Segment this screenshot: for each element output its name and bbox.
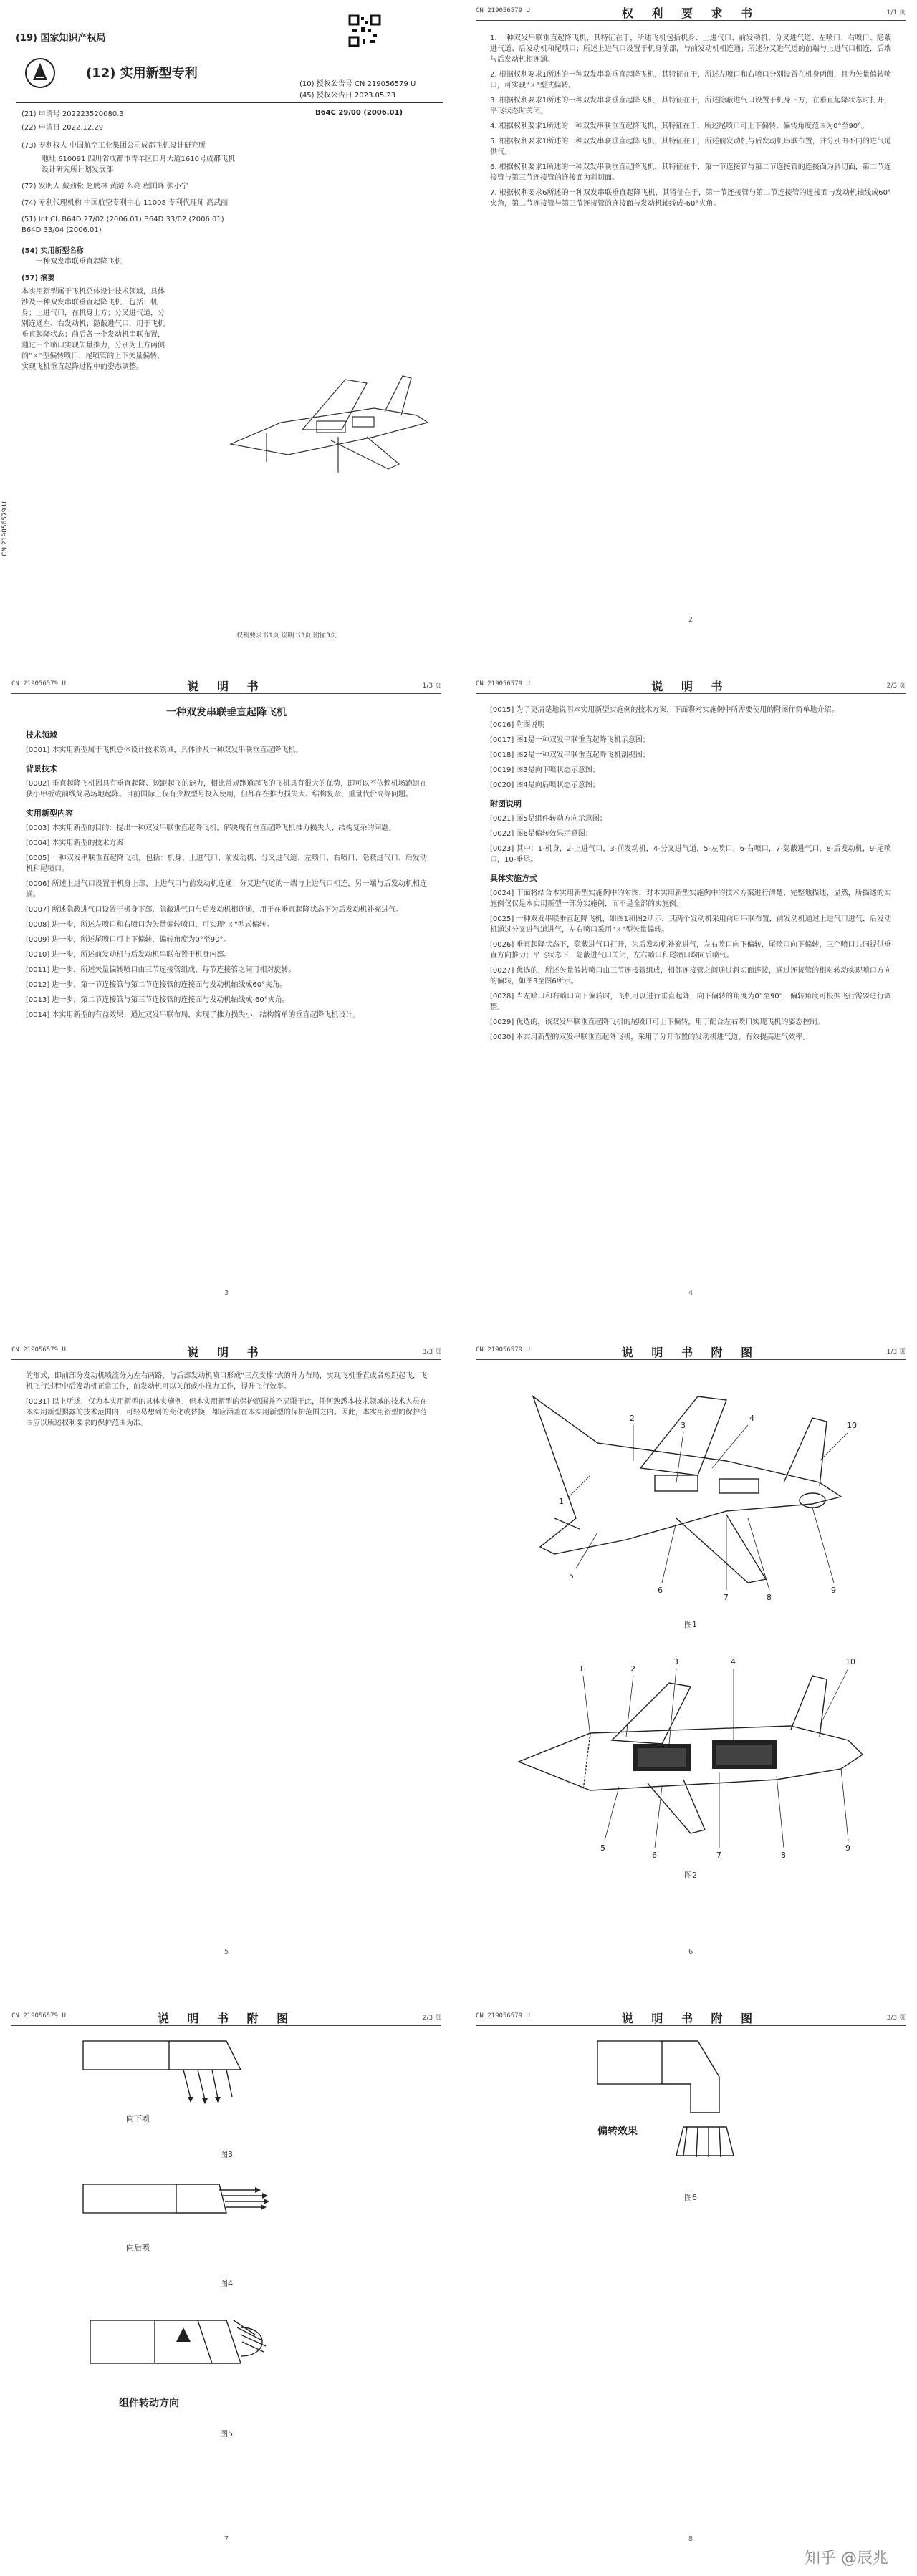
paragraph: [0030] 本实用新型的双发串联垂直起降飞机，采用了分开布置的发动机进气道，有效提高进气效率。 [490,1033,810,1041]
fig1-label: 9 [831,1586,836,1595]
abstract-label: (57) 摘要 [21,274,55,282]
paragraph: [0006] 所述上进气口设置于机身上部，上进气口与前发动机连通；分叉进气道的一端与上进气口相连，另一端与后发动机相连通。 [26,880,427,899]
page-indicator: 3/3 页 [422,1349,441,1356]
paragraph: [0023] 其中：1-机身，2-上进气口，3-前发动机，4-分叉进气道，5-左喷口，6-右喷口，7-隐蔽进气口，8-后发动机，9-尾喷口，10-垂尾。 [490,845,891,864]
paragraph: [0012] 进一步，第一节连接管与第二节连接管的连接面与发动机轴线成60°夹角。 [26,981,287,989]
figure-5-rotation-direction [83,2306,312,2392]
paragraph: [0028] 当左喷口和右喷口向下偏转时，飞机可以进行垂直起降，向下偏转的角度为0°至90°，偏转角度可根据飞行需要进行调整。 [490,993,891,1011]
utility-name-label: (54) 实用新型名称 [21,247,84,255]
fig2-label: 5 [600,1843,605,1853]
description-page-2 [476,673,906,1318]
claim-item: 5. 根据权利要求1所述的一种双发串联垂直起降飞机，其特征在于，所述前发动机与后发动机串联布置，并分别由不同的进气道供气。 [490,138,891,156]
fig2-label: 9 [845,1843,850,1853]
doc-code: CN 219056579 U [11,2012,66,2020]
application-number: (21) 申请号 202223520080.3 [21,110,124,118]
paragraph: [0027] 优选的，所述矢量偏转喷口由三节连接管组成，相邻连接管之间通过斜切面连接，通过连接管的相对转动实现喷口方向的偏转，如图3至图6所示。 [490,967,891,985]
page-number: 8 [688,2535,693,2543]
paragraph: [0026] 垂直起降状态下，隐蔽进气口打开，为后发动机补充进气，左右喷口向下偏转，尾喷口向下偏转，三个喷口共同提供垂直方向推力；平飞状态下，隐蔽进气口关闭，左右喷口和尾喷口均向后喷气。 [490,941,891,960]
paragraph: [0009] 进一步，所述尾喷口可上下偏转，偏转角度为0°至90°。 [26,936,231,944]
page-number: 5 [224,1948,229,1956]
holder-address: 地址 610091 四川省成都市青羊区日月大道1610号成都飞机设计研究所计划发展部 [42,155,235,174]
figure-caption: 图3 [220,2150,233,2159]
patent-type: (12) 实用新型专利 [86,66,198,81]
page-title: 说 明 书 附 图 [621,1346,760,1359]
fig1-label: 4 [749,1414,754,1423]
cnipa-logo-icon [24,57,56,89]
paragraph: [0008] 进一步，所述左喷口和右喷口为矢量偏转喷口，可实现"ㄨ"型式偏转。 [26,921,274,929]
divider [16,102,443,103]
page-title: 说 明 书 附 图 [621,2012,760,2025]
paragraph: 的形式，即前部分发动机喷流分为左右两路，与后部发动机喷口形成"三点支撑"式的升力布局，实现飞机垂直或者短距起飞，飞机飞行过程中后发动机正常工作，前发动机可以关闭或小推力工作，提升飞行效率。 [26,1372,427,1391]
fig2-label: 10 [845,1657,855,1666]
drawings-page-1 [476,1339,906,1984]
fig2-label: 7 [716,1851,721,1860]
page-header [476,2005,906,2026]
paragraph: [0031] 以上所述，仅为本实用新型的具体实施例，但本实用新型的保护范围并不局限于此，任何熟悉本技术领域的技术人员在本实用新型揭露的技术范围内，可轻易想到的变化或替换，都应涵盖在本实用新型的保护范围之内。因此，本实用新型的保护范围应以所述权利要求的保护范围为准。 [26,1398,427,1427]
page-header [11,673,441,694]
figure-caption: 图2 [684,1871,697,1880]
grant-number: (10) 授权公告号 CN 219056579 U [299,80,416,88]
drawings-page-3 [476,2005,906,2564]
page-title: 说 明 书 [651,680,730,693]
document-title: 一种双发串联垂直起降飞机 [166,707,287,718]
application-date: (22) 申请日 2022.12.29 [21,124,104,132]
fig5-annotation: 组件转动方向 [119,2398,179,2409]
paragraph: [0007] 所述隐蔽进气口设置于机身下部，隐蔽进气口与后发动机相连通，用于在垂直起降状态下为后发动机补充进气。 [26,906,403,914]
section-heading: 背景技术 [26,764,57,773]
paragraph: [0014] 本实用新型的有益效果：通过双发串联布局，实现了推力损失小、结构简单的垂直起降飞机设计。 [26,1011,360,1019]
figure-caption: 图1 [684,1620,697,1629]
page-title: 说 明 书 附 图 [157,2012,296,2025]
paragraph: [0011] 进一步，所述矢量偏转喷口由三节连接管组成，每节连接管之间可相对旋转。 [26,966,296,974]
paragraph: [0024] 下面将结合本实用新型实施例中的附图，对本实用新型实施例中的技术方案进行清楚、完整地描述，显然，所描述的实施例仅仅是本实用新型一部分实施例，而不是全部的实施例。 [490,889,891,908]
page-number: 3 [224,1289,229,1297]
paragraph: [0001] 本实用新型属于飞机总体设计技术领域，具体涉及一种双发串联垂直起降飞机。 [26,746,303,754]
fig1-label: 2 [630,1414,635,1423]
page-header [11,1339,441,1360]
paragraph: [0021] 图5是组件转动方向示意图； [490,815,607,823]
fig1-label: 6 [658,1586,663,1595]
paragraph: [0015] 为了更清楚地说明本实用新型实施例的技术方案，下面将对实施例中所需要使用的附图作简单地介绍。 [490,706,839,714]
paragraph: [0003] 本实用新型的目的：提出一种双发串联垂直起降飞机，解决现有垂直起降飞机推力损失大、结构复杂的问题。 [26,824,396,832]
patent-front-page [0,0,458,645]
page-header [11,2005,441,2026]
claim-item: 7. 根据权利要求6所述的一种双发串联垂直起降飞机，其特征在于，第一节连接管与第二节连接管的连接面与发动机轴线成60°夹角，第二节连接管与第三节连接管的连接面与发动机轴线成-60°夹角。 [490,189,891,208]
claim-item: 2. 根据权利要求1所述的一种双发串联垂直起降飞机，其特征在于，所述左喷口和右喷口分别设置在机身两侧，且为矢量偏转喷口，可实现"ㄨ"型式偏转。 [490,71,891,90]
fig1-label: 7 [724,1593,729,1602]
paragraph: [0010] 进一步，所述前发动机与后发动机串联布置于机身内部。 [26,951,231,959]
patent-agent: (74) 专利代理机构 中国航空专利中心 11008 专利代理师 高武丽 [21,199,229,207]
section-heading: 附图说明 [490,799,522,809]
abstract-text: 本实用新型属于飞机总体设计技术领域，具体涉及一种双发串联垂直起降飞机，包括：机身；上进气口，在机身上方；分叉进气道，分别连通左、右发动机；隐蔽进气口，用于飞机垂直起降状态；前后各一个发动机串联布置，通过三个喷口实现矢量推力，分别为上方两侧的"ㄨ"型偏转喷口、尾喷管的上下矢量偏转，实现飞机垂直起降过程中的姿态调整。 [21,288,165,371]
patent-holder: (73) 专利权人 中国航空工业集团公司成都飞机设计研究所 [21,142,206,150]
section-heading: 实用新型内容 [26,809,73,818]
page-title: 说 明 书 [187,680,266,693]
inventors: (72) 发明人 戴劲松 赵鹏林 黄游 么亮 程国峰 张小宁 [21,183,188,190]
paragraph: [0022] 图6是偏转效果示意图； [490,830,592,838]
figure-caption: 图4 [220,2279,233,2288]
doc-code: CN 219056579 U [476,2012,530,2020]
fig1-label: 3 [681,1421,686,1430]
page-indicator: 2/3 页 [886,682,906,690]
fig2-label: 1 [579,1664,584,1674]
side-code: CN 219056579 U [1,501,9,556]
figure-1-aircraft [512,1375,870,1611]
fig2-label: 2 [630,1664,635,1674]
fig2-label: 4 [731,1657,736,1666]
doc-code: CN 219056579 U [476,680,530,688]
fig4-annotation: 向后喷 [126,2243,150,2252]
claims-page [476,0,906,645]
fig1-label: 10 [847,1421,857,1430]
qr-code [348,14,381,47]
fig1-label: 5 [569,1571,574,1581]
abstract-figure [224,337,438,494]
section-heading: 具体实施方式 [490,874,537,883]
page-indicator: 1/3 页 [886,1349,906,1356]
page-header [476,673,906,694]
page-number: 4 [688,1289,693,1297]
figure-caption: 图5 [220,2429,233,2438]
claim-item: 4. 根据权利要求1所述的一种双发串联垂直起降飞机，其特征在于，所述尾喷口可上下偏转，偏转角度范围为0°至90°。 [490,122,869,130]
figure-4-rearward-nozzle [76,2177,291,2242]
paragraph: [0020] 图4是向后喷状态示意图； [490,781,600,789]
page-number: 7 [224,2535,229,2543]
page-title: 权 利 要 求 书 [621,6,760,20]
doc-code: CN 219056579 U [11,1346,66,1354]
fig6-annotation: 偏转效果 [597,2126,638,2137]
fig1-callouts [569,1425,848,1590]
drawings-page-2 [11,2005,441,2564]
claim-item: 1. 一种双发串联垂直起降飞机，其特征在于，所述飞机包括机身、上进气口、前发动机、分叉进气道、左喷口、右喷口、隐蔽进气道、后发动机和尾喷口；所述上进气口设置于机身前部，与前发动机相连通；所述分叉进气道的前端与上进气口相连，后端与后发动机相连通。 [490,34,891,64]
paragraph: [0013] 进一步，第二节连接管与第三节连接管的连接面与发动机轴线成-60°夹角。 [26,996,289,1004]
fig2-label: 6 [652,1851,657,1860]
page-number: 6 [688,1948,693,1956]
utility-name: 一种双发串联垂直起降飞机 [36,258,122,266]
section-heading: 技术领域 [26,730,57,740]
doc-code: CN 219056579 U [476,1346,530,1354]
figure-3-downward-nozzle [76,2034,262,2113]
grant-date: (45) 授权公告日 2023.05.23 [299,92,396,100]
paragraph: [0017] 图1是一种双发串联垂直起降飞机示意图； [490,736,650,744]
page-header [476,1339,906,1360]
page-indicator: 2/3 页 [422,2015,441,2022]
description-page-1 [11,673,441,1318]
paragraph: [0018] 图2是一种双发串联垂直起降飞机剖视图； [490,751,650,759]
paragraph: [0004] 本实用新型的技术方案： [26,839,131,847]
paragraph: [0019] 图3是向下喷状态示意图； [490,766,600,774]
fig1-label: 1 [559,1497,564,1506]
page-title: 说 明 书 [187,1346,266,1359]
description-page-3 [11,1339,441,1984]
doc-code: CN 219056579 U [476,7,530,14]
fig3-annotation: 向下喷 [126,2114,150,2123]
figure-caption: 图6 [684,2193,697,2202]
int-cl: (51) Int.Cl. B64D 27/02 (2006.01) B64D 33/02 (2006.01) B64D 33/04 (2006.01) [21,216,224,234]
figure-2-aircraft-cutaway [504,1647,877,1862]
fig2-label: 3 [673,1657,678,1666]
paragraph: [0029] 优选的，该双发串联垂直起降飞机的尾喷口可上下偏转，用于配合左右喷口实现飞机的姿态控制。 [490,1018,825,1026]
watermark: 知乎 @辰兆 [805,2550,888,2567]
page-indicator: 1/1 页 [886,9,906,16]
figure-6-deflection-effect [590,2034,748,2177]
doc-code: CN 219056579 U [11,680,66,688]
office-name: (19) 国家知识产权局 [16,33,106,44]
fig2-label: 8 [781,1851,786,1860]
paragraph: [0002] 垂直起降飞机因具有垂直起降、短距起飞的能力，相比常规跑道起飞的飞机具有很大的优势，即可以不依赖机场跑道在狭小甲板或前线简易场地起降。目前国际上仅有少数型号投入使用，但都存在推力损失大、结构复杂、重量代价高等问题。 [26,780,427,799]
paragraph: [0025] 一种双发串联垂直起降飞机，如图1和图2所示，其两个发动机采用前后串联布置，前发动机通过上进气口进气，后发动机通过分叉进气道进气，左右喷口采用"ㄨ"型矢量偏转。 [490,915,891,934]
page-number: 2 [688,616,693,624]
page-header [476,0,906,21]
page-footer: 权利要求书1页 说明书3页 附图3页 [236,632,337,640]
paragraph: [0005] 一种双发串联垂直起降飞机，包括：机身、上进气口、前发动机、分叉进气道、左喷口、右喷口、隐蔽进气口、后发动机和尾喷口。 [26,854,427,873]
page-indicator: 3/3 页 [886,2015,906,2022]
claim-item: 6. 根据权利要求1所述的一种双发串联垂直起降飞机，其特征在于，第一节连接管与第二节连接管的连接面为斜切面，第二节连接管与第三节连接管的连接面为斜切面。 [490,163,891,182]
ipc-class: B64C 29/00 (2006.01) [315,109,403,117]
paragraph: [0016] 附图说明 [490,721,545,729]
fig1-label: 8 [767,1593,772,1602]
claim-item: 3. 根据权利要求1所述的一种双发串联垂直起降飞机，其特征在于，所述隐蔽进气口设置于机身下方，在垂直起降状态时打开，平飞状态时关闭。 [490,97,891,115]
page-indicator: 1/3 页 [422,682,441,690]
